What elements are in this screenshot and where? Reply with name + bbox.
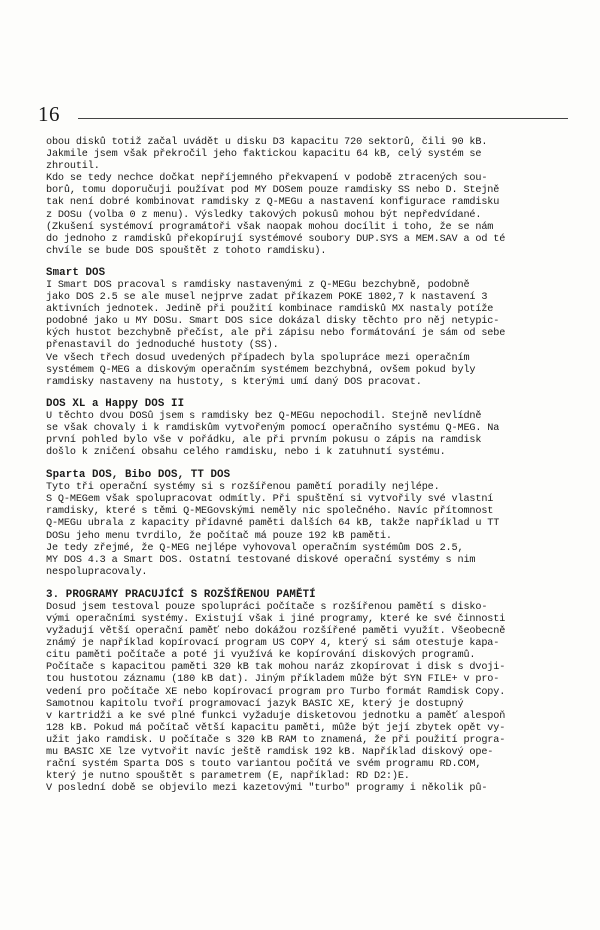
text-line: V poslední době se objevilo mezi kazetovými "turbo" programy i několik pů-	[46, 783, 488, 795]
text-line: tak není dobré kombinovat ramdisky z Q-MEGu a nastavení konfigurace ramdisku	[46, 197, 500, 209]
section-heading: Smart DOS	[46, 266, 106, 279]
text-line: kých hustot bezchybně přečíst, ale při zápisu nebo formátování je sám od sebe	[46, 328, 506, 340]
page-content	[46, 137, 562, 795]
text-line: 128 kB. Pokud má počítač větší kapacitu paměti, může být její zbytek opět vy-	[46, 722, 506, 734]
text-line: do jednoho z ramdisků překopírují systémové soubory DUP.SYS a MEM.SAV a od té	[46, 233, 506, 245]
text-line: první pohled bylo vše v pořádku, ale při prvním pokusu o zápis na ramdisk	[46, 434, 482, 446]
text-line: vyžadují větší operační paměť nebo dokážou rozšířené paměti využít. Všeobecně	[46, 626, 506, 638]
text-line: MY DOS 4.3 a Smart DOS. Ostatní testované diskové operační systémy s nim	[46, 554, 476, 566]
section-sparta-bibo-tt-dos	[46, 469, 562, 579]
section-heading: 3. PROGRAMY PRACUJÍCÍ S ROZŠÍŘENOU PAMĚTÍ	[46, 588, 316, 601]
text-line: vými operačními systémy. Existují však i jiné programy, které ke své činnosti	[46, 614, 506, 625]
text-line: ramdisky, které s těmi Q-MEGovskými neměly nic společného. Navíc přítomnost	[46, 506, 494, 518]
section-programs-extended-memory	[46, 589, 562, 796]
section-heading: DOS XL a Happy DOS II	[46, 397, 185, 410]
page-number: 16	[38, 102, 60, 126]
text-line: mu BASIC XE lze vytvořit navíc ještě ramdisk 192 kB. Například diskový ope-	[46, 747, 494, 759]
text-line: ramdisky nastaveny na hustoty, s kterými umí daný DOS pracovat.	[46, 376, 422, 388]
text-line: Dosud jsem testoval pouze spolupráci počítače s rozšířenou pamětí s disko-	[46, 601, 488, 613]
text-line: I Smart DOS pracoval s ramdisky nastavenými z Q-MEGu bezchybně, podobně	[46, 279, 470, 291]
text-line: borů, tomu doporučuji používat pod MY DOSem pouze ramdisky SS nebo D. Stejně	[46, 185, 500, 197]
text-line: Samotnou kapitolu tvoří programovací jazyk BASIC XE, který je dostupný	[46, 698, 464, 710]
text-line: v kartridži a ke své plné funkci vyžaduje disketovou jednotku a paměť alespoň	[46, 710, 506, 722]
text-line: Kdo se tedy nechce dočkat nepříjemného překvapení v podobě ztracených sou-	[46, 173, 488, 185]
text-line: který je nutno spouštět s parametrem (E, například: RD D2:)E.	[46, 771, 410, 783]
text-line: U těchto dvou DOSů jsem s ramdisky bez Q-MEGu nepochodil. Stejně nevlídně	[46, 410, 482, 422]
text-line: známý je například kopírovací program US COPY 4, který si sám otestuje kapa-	[46, 638, 500, 650]
header-rule	[78, 118, 568, 119]
text-line: Tyto tři operační systémy si s rozšířenou pamětí poradily nejlépe.	[46, 482, 440, 494]
intro-text	[46, 137, 562, 258]
text-line: tou hustotou záznamu (180 kB dat). Jiným příkladem může být SYN FILE+ v pro-	[46, 674, 500, 686]
text-line: obou disků totiž začal uvádět u disku D3 kapacitu 720 sektorů, čili 90 kB.	[46, 137, 488, 148]
section-dos-xl-happy-dos	[46, 398, 562, 459]
text-line: nespolupracovaly.	[46, 566, 148, 578]
text-line: jako DOS 2.5 se ale musel nejprve zadat příkazem POKE 1802,7 k nastavení 3	[46, 292, 488, 304]
text-line: došlo k zničení obsahu celého ramdisku, nebo i k zatuhnutí systému.	[46, 447, 446, 459]
text-line: citu paměti počítače a poté ji využívá ke kopírování diskových programů.	[46, 650, 476, 662]
text-line: užit jako ramdisk. U počítače s 320 kB RAM to znamená, že při použití progra-	[46, 734, 506, 746]
section-heading: Sparta DOS, Bibo DOS, TT DOS	[46, 469, 231, 482]
text-line: podobné jako u MY DOSu. Smart DOS sice dokázal disky těchto pro něj netypic-	[46, 316, 500, 328]
text-line: chvíle se bude DOS spouštět z tohoto ramdisku).	[46, 245, 327, 257]
text-line: Jakmile jsem však překročil jeho faktickou kapacitu 64 kB, celý systém se	[46, 149, 482, 161]
text-line: DOSu jeho menu tvrdilo, že počítač má pouze 192 kB paměti.	[46, 530, 392, 542]
text-line: zhroutil.	[46, 161, 100, 173]
text-line: se však chovaly i k ramdiskům vytvořeným pomocí operačního systému Q-MEG. Na	[46, 422, 500, 434]
text-line: S Q-MEGem však spolupracovat odmítly. Při spuštění si vytvořily své vlastní	[46, 494, 494, 506]
text-line: systémem Q-MEG a diskovým operačním systémem bezchybná, ovšem pokud byly	[46, 364, 476, 376]
section-smart-dos	[46, 267, 562, 389]
text-line: aktivních jednotek. Jedině při použití kombinace ramdisků MX nastaly potíže	[46, 304, 494, 316]
text-line: přenastavil do jednoduché hustoty (SS).	[46, 340, 279, 352]
text-line: (Zkušení systémoví programátoři však naopak mohou docílit i toho, že se nám	[46, 221, 494, 233]
text-line: z DOSu (volba 0 z menu). Výsledky takových pokusů mohou být nepředvídané.	[46, 209, 482, 221]
text-line: Ve všech třech dosud uvedených případech byla spolupráce mezi operačním	[46, 352, 470, 364]
text-line: vedení pro počítače XE nebo kopírovací program pro Turbo formát Ramdisk Copy.	[46, 686, 506, 698]
text-line: Počítače s kapacitou paměti 320 kB tak mohou naráz zkopírovat i disk s dvoji-	[46, 662, 506, 674]
text-line: Q-MEGu ubrala z kapacity přídavné paměti dalších 64 kB, takže například u TT	[46, 518, 500, 530]
text-line: rační systém Sparta DOS s touto variantou počítá ve svém programu RD.COM,	[46, 759, 482, 771]
text-line: Je tedy zřejmé, že Q-MEG nejlépe vyhovoval operačním systémům DOS 2.5,	[46, 542, 464, 554]
page-header	[38, 100, 568, 128]
